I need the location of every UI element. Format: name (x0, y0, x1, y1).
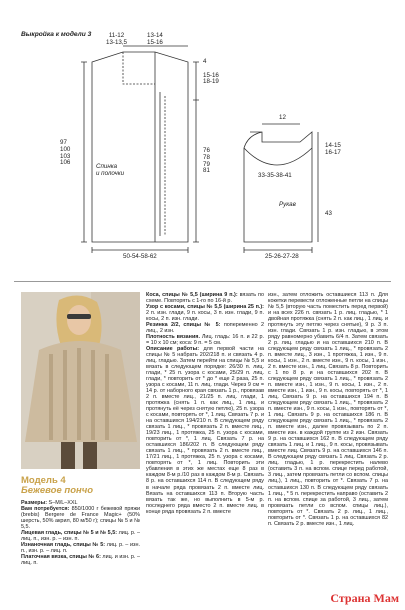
para: Вам потребуется: 850/1000 г бежевой пряжи (brebis) Bergere de France Magic+ (50% шерсть, 50% акрил, 80 м/50 г); спицы № 5 и № 5,5. (21, 506, 140, 531)
para: Описание работы: для первой части на спицы № 5 набрать 202/218 п. и связать 4 р. лиц. гладью. Затем перейти на спицы № 5,5 и вязать в следующем порядке: 26/30 п. лиц. глади, * 25 п. узора с косами, 25/29 п. лиц. глади, * повторить от * до * еще 2 раза, 25 п. узора с косами, 11 п. лиц. глади. Через 9 см = 14 р. от наборного края связать 1 р., провязав 2 п. вместе лиц., 21/25 п. лиц. глади, 1 протяжка (снять 1 п. как лиц., 1 лиц. и протянуть её через снятую петлю), 25 п. узора с косами, повторять от *, 1 лиц. Связать 7 р. и на оставшихся 194/210 п. В следующем ряду связать 1 лиц., * провязать 2 п. вместе лиц., 19/23 лиц., 1 протяжка, 25 п. узора с косами, повторить от *, 1 лиц. Связать 7 р. на оставшихся 186/202 п. В следующем ряду связать 1 лиц., * провязать 2 п. вместе лиц., 17/21 лиц., 1 протяжка, 25 п. узора с косами, повторять от *, 1 лиц. Повторить эти убавления в этих же местах еще 8 раз в каждом 8-м р./10 раз в каждом 8-м р. Связать 8 р. на оставшихся 114 п. В следующем ряду в начале ряда провязать 2 п. вместе лиц. Вязать на оставшихся 113 п. Вторую часть вязать так же, но выполнить в 5-м р. последнего ряда вместо 2 п. вместе лиц. в конце ряда провязать 2 п. вместе (146, 346, 264, 515)
body-outline (92, 52, 188, 242)
para: Платочная вязка, спицы № 6: лиц. и изн. р. – лиц. п. (21, 554, 140, 567)
sleeve-right-bottom: 43 (325, 210, 332, 217)
sleeve-middle-label: 33-35-38-41 (258, 172, 292, 179)
model-title: Модель 4 Бежевое пончо (21, 475, 94, 496)
side-top-labels: 4 15-16 18-19 (203, 58, 219, 86)
para: Резинка 2/2, спицы № 5: попеременно 2 лиц., 2 изн. (146, 322, 264, 335)
column-3 (268, 292, 388, 606)
sleeve-label: Рукав (279, 201, 296, 208)
pattern-title: Выкройка к модели 3 (21, 31, 92, 38)
para: Изнаночная гладь, спицы № 5: лиц. р. – изн. п., изн. р. – лиц. п. (21, 542, 140, 555)
top-label-a: 11-12 13-13,5 (106, 32, 127, 46)
side-left-labels: 97 100 103 106 (60, 139, 71, 167)
divider (14, 281, 391, 282)
para: Коса, спицы № 5,5 (ширина 9 п.): вязать по схеме. Повторять с 1-го по 16-й р. (146, 292, 264, 305)
model-photo (21, 292, 140, 469)
para: Узор с косами, спицы № 5,5 (ширина 25 п.): 2 п. изн. глади, 9 п. косы, 3 п. изн. глади, 9 п. косы, 2 п. изн. глади. (146, 304, 264, 323)
sleeve-outline (244, 132, 312, 242)
para: Лицевая гладь, спицы № 5 и № 5,5: лиц. р. – лиц. п., изн. р. – изн. п. (21, 530, 140, 543)
watermark: Страна Мам (330, 591, 399, 605)
sleeve-bottom-label: 25-26-27-28 (265, 253, 299, 260)
sleeve-top-label: 12 (279, 114, 286, 121)
column-2 (146, 292, 264, 606)
column-1 (21, 500, 140, 604)
para: Размеры: S–M/L–XXL (21, 500, 78, 506)
sleeve-right-top: 14-15 16-17 (325, 142, 341, 156)
body-label: Спинка и полочки (96, 163, 125, 177)
para: изн., затем отложить оставшиеся 113 п. Для кокетки перевести отложенные петли на спицы № 5,5 (вторую часть поместить перед первой) и на всех 226 п. связать 1 р. лиц. гладью, * 1 двойная протяжка (снять 2 п. как лиц., 1 лиц. и протянуть эту петлю через снятые), 9 р. 3 п. изн. глади. Связать 1 р. изн. гладью, в этом ряду равномерно убавить 6/4 п. Затем связать 2 р. лиц. гладью и на оставшихся 210 п. В следующем ряду связать 1 лиц., * провязать 2 п. вместе лиц., 3 изн., 1 протяжка, 1 изн., 9 п. косы, 1 изн., 2 п. вместе изн., 9 п. косы, 1 изн., 2 п. вместе изн., 1 лиц. Связать 8 р. Повторить с 1 по 8 р. и на оставшихся 202 п. В следующем ряду связать 1 лиц., * провязать 2 п. вместе изн., 1 изн., 9 п. косы, 1 изн., 2 п. вместе изн., 1 изн., 9 п. косы, повторять от *, 1 лиц. Связать 9 р. на оставшихся 194 п. В следующем ряду связать 1 лиц., * провязать 2 п. вместе изн., 9 п. косы, 1 изн., повторять от *, 1 лиц. Связать 9 р. на оставшихся 186 п. В следующем ряду связать 1 лиц., * провязать 2 п. вместе изн., далее провязывать по 2 п. вместе изн. в каждой группе из 2 изн. Связать 9 р. на оставшихся 162 п. В следующем ряду связать 1 лиц. и 1 лиц., 9 п. косы, провязывать вместе лиц. Связать 9 р. на оставшихся 146 п. В следующем ряду связать 1 лиц. Связать 2 р. лиц. гладью, 1 р. перекрестить налево (оставить 3 п. на вспом. спице перед работой, 3 лиц., затем провязать петли со вспом. спицы лиц.), 1 лиц., повторить от *. Связать 7 р. на оставшихся 130 п. В следующем ряду связать 1 лиц., * 5 п. перекрестить направо (оставить 2 п. на вспом. спице за работой, 3 лиц., затем провязать петли со вспом. спицы лиц.), повторять от *. Связать 2 р. лиц., 1 лиц., повторить от *. Связать 1 р. на оставшихся 82 п. Связать 2 р. вместе изн., 1 лиц. (268, 292, 388, 527)
para: Плотность вязания. Лиц. гладь: 16 п. и 22 р. = 10 х 10 см; коса: 9 п. = 5 см. (146, 334, 264, 347)
body-bottom-label: 50-54-58-62 (123, 253, 157, 260)
top-label-b: 13-14 15-16 (147, 32, 163, 46)
side-right-labels: 76 78 79 81 (203, 147, 210, 175)
